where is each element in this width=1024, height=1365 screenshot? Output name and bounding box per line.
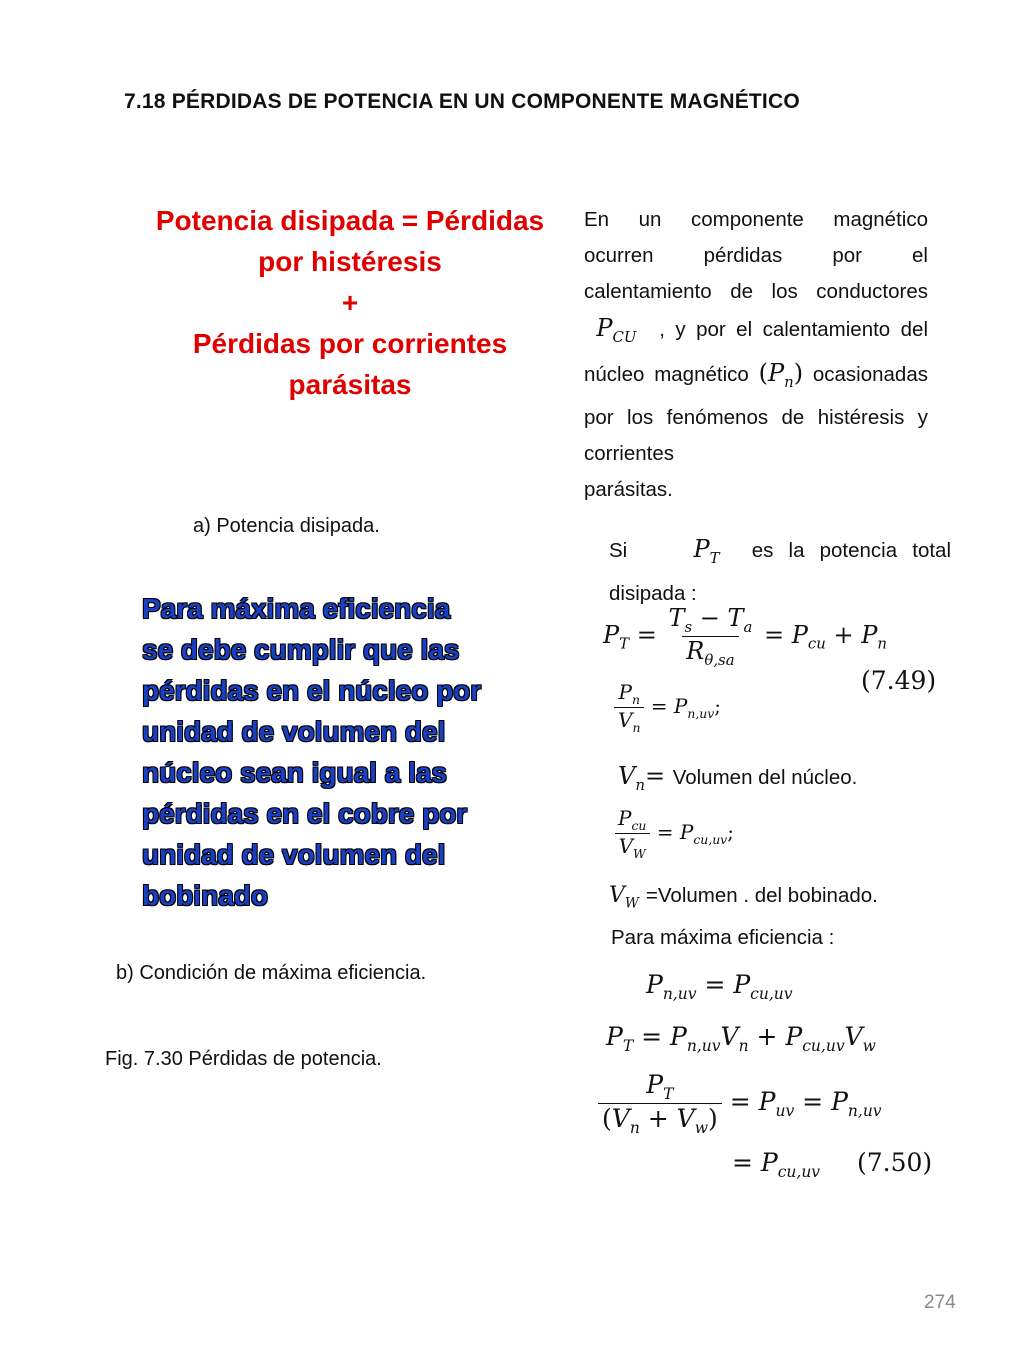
equation-total-power: $P_T = P_{n,uv}V_n + P_{cu,uv}V_w$	[606, 1022, 876, 1055]
symbol-pn: $(P_n)$	[758, 358, 804, 391]
vn-definition-text: Volumen del núcleo.	[672, 766, 858, 789]
eq-number-7-49: (7.49)	[861, 666, 937, 695]
equation-7-49: $P_T$ = $\frac{T_s - T_a}{R_{\theta,sa}}$ = $P_{cu} + P_n$	[603, 604, 887, 669]
intro-text-1: En un componente magnético ocurren pérdidas por el calentamiento de los conductores	[584, 208, 928, 303]
blue-line: unidad de volumen del	[142, 839, 446, 870]
equation-pn-uv: $\frac{P_n}{V_n}$ = $P_{n,uv}$;	[614, 680, 721, 735]
equation-pcu-uv: $\frac{P_{cu}}{V_W}$ = $P_{cu,uv}$;	[614, 806, 734, 861]
power-dissipated-box	[126, 200, 574, 405]
section-heading: 7.18 PÉRDIDAS DE POTENCIA EN UN COMPONENTE MAGNÉTICO	[124, 90, 800, 113]
blue-line: Para máxima eficiencia	[142, 593, 451, 624]
intro-text-2: , y por el calentamiento del núcleo magnético	[584, 318, 929, 386]
si-paragraph	[609, 531, 951, 612]
red-line: Potencia disipada = Pérdidas	[155, 205, 545, 236]
blue-line: núcleo sean igual a las	[142, 757, 448, 788]
eq-number-7-50: (7.50)	[857, 1148, 933, 1177]
red-line: Pérdidas por corrientes	[192, 328, 508, 359]
vw-definition: $V_W$ =Volumen . del bobinado.	[609, 883, 878, 912]
figure-caption: Fig. 7.30 Pérdidas de potencia.	[105, 1048, 382, 1070]
symbol-pt: $P_T$	[642, 535, 720, 567]
red-line: parásitas	[288, 369, 412, 400]
max-efficiency-label: Para máxima eficiencia :	[611, 926, 835, 949]
vw-definition-text: =Volumen . del bobinado.	[645, 884, 878, 907]
red-line: +	[341, 287, 359, 318]
equation-7-50: $\frac{P_T}{(V_n + V_w)}$ = $P_{uv} = P_{n,uv}$	[598, 1070, 882, 1137]
blue-line: pérdidas en el núcleo por	[142, 675, 482, 706]
vn-definition: $V_n=$ Volumen del núcleo.	[618, 762, 858, 794]
red-line: por histéresis	[258, 246, 442, 277]
si-text-1: Si	[609, 539, 628, 562]
equation-7-50-cont: = $P_{cu,uv}$	[732, 1148, 821, 1181]
blue-line: bobinado	[142, 880, 268, 911]
blue-line: pérdidas en el cobre por	[142, 798, 468, 829]
intro-paragraph	[584, 202, 928, 508]
caption-b: b) Condición de máxima eficiencia.	[116, 962, 427, 984]
max-efficiency-box	[142, 588, 562, 916]
page-number: 274	[924, 1292, 956, 1313]
equation-equal-losses: $P_{n,uv} = P_{cu,uv}$	[646, 970, 793, 1003]
blue-line: unidad de volumen del	[142, 716, 446, 747]
intro-text-last: parásitas.	[584, 477, 673, 501]
intro-text-3: ocasionadas por los fenómenos de histéresis y corrientes	[584, 362, 928, 465]
si-text-2: es la potencia total	[751, 539, 951, 562]
blue-line: se debe cumplir que las	[142, 634, 460, 665]
symbol-pcu: $P_{CU}$	[584, 314, 637, 346]
si-text-last: disipada :	[609, 581, 697, 605]
caption-a: a) Potencia disipada.	[193, 515, 380, 537]
